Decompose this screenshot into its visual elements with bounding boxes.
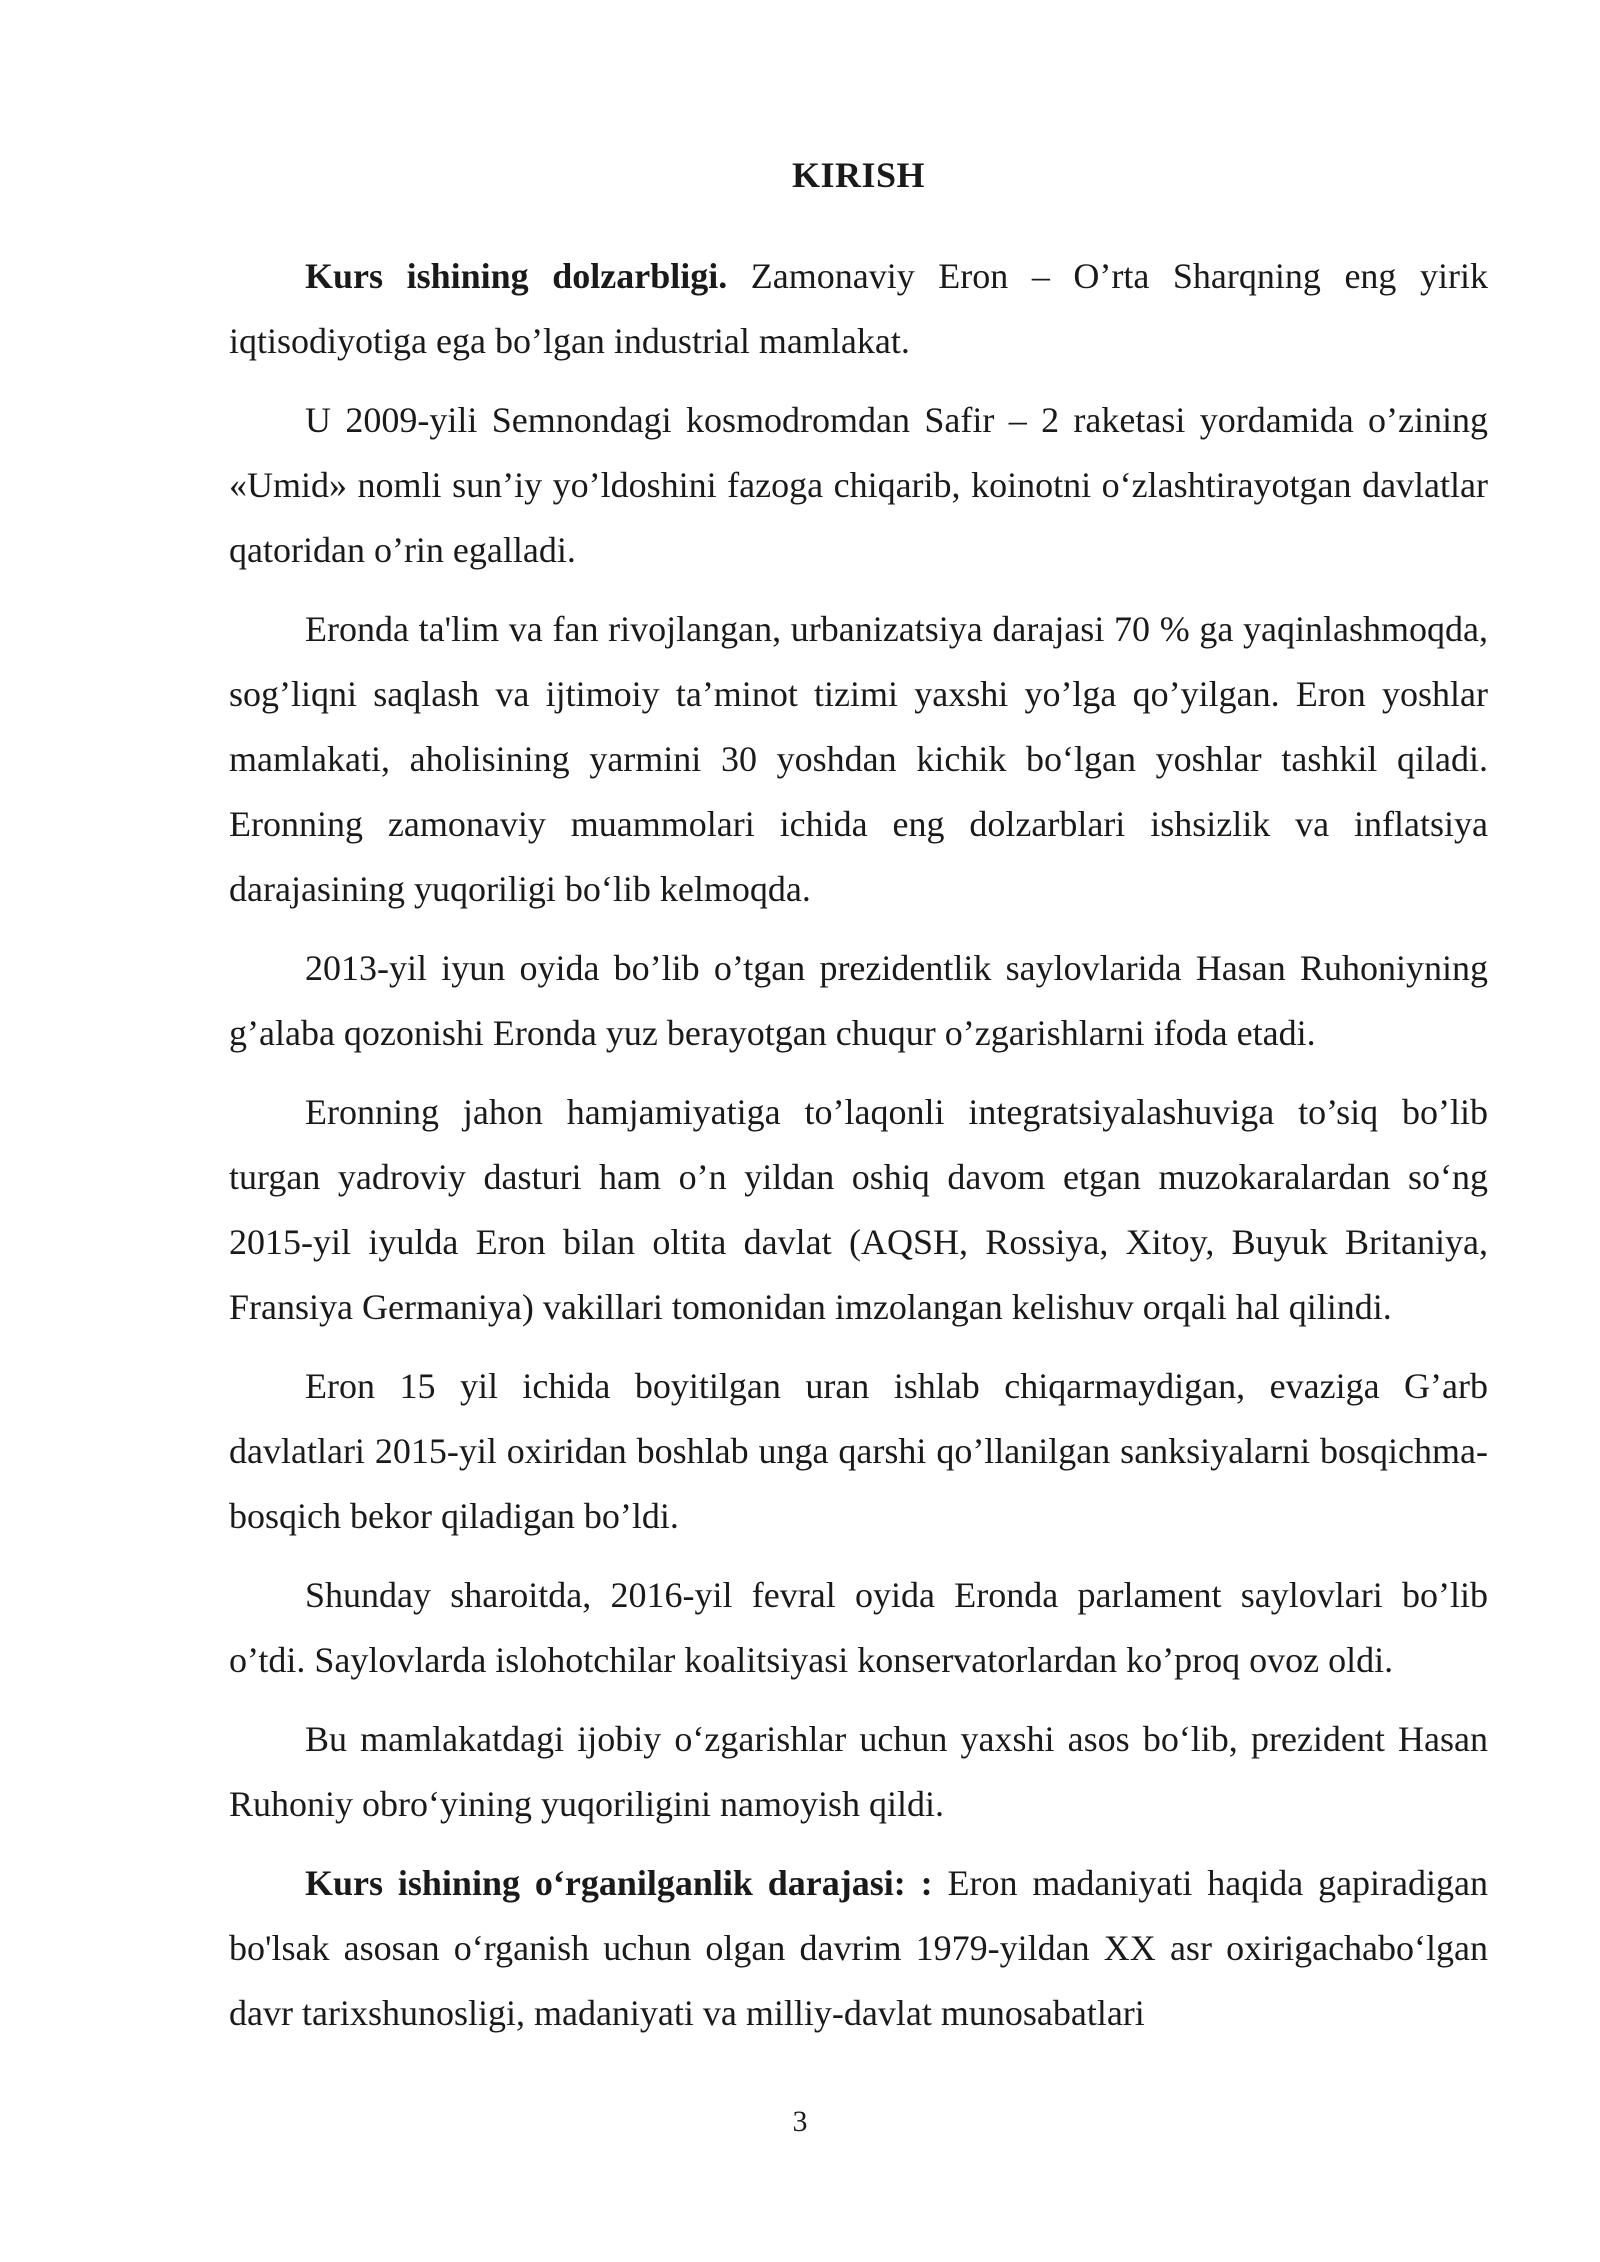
paragraph-text: Eron madaniyati haqida gapiradigan bo'lsak asosan oʻrganish uchun olgan davrim 1979-yildan XX asr oxirigachaboʻlgan davr tarixshunosligi, madaniyati va milliy-davlat munosabatlari [229, 1863, 1489, 2033]
page-number: 3 [792, 2105, 808, 2138]
paragraph-sanctions [229, 1354, 1488, 1549]
paragraph-text: 2013-yil iyun oyida bo’lib o’tgan prezidentlik saylovlarida Hasan Ruhoniyning g’alaba qozonishi Eronda yuz berayotgan chuqur o’zgarishlarni ifoda etadi. [229, 948, 1488, 1053]
paragraph-elections-2013 [229, 936, 1488, 1066]
paragraph-text: U 2009-yili Semnondagi kosmodromdan Safir – 2 raketasi yordamida o’zining «Umid» nomli sun’iy yo’ldoshini fazoga chiqarib, koinotni oʻzlashtirayotgan davlatlar qatoridan o’rin egalladi. [229, 400, 1488, 570]
paragraph-text: Zamonaviy Eron – O’rta Sharqning eng yirik iqtisodiyotiga ega bo’lgan industrial mamlakat. [229, 256, 1488, 361]
paragraph-lead: Kurs ishining oʻrganilganlik darajasi: : [305, 1863, 933, 1903]
paragraph-positive-changes [229, 1707, 1488, 1837]
paragraph-elections-2016 [229, 1563, 1488, 1693]
paragraph-research-level [229, 1851, 1488, 2046]
paragraph-text: Eron 15 yil ichida boyitilgan uran ishlab chiqarmaydigan, evaziga G’arb davlatlari 2015-yil oxiridan boshlab unga qarshi qo’llanilgan sanksiyalarni bosqichma-bosqich bekor qiladigan bo’ldi. [229, 1366, 1488, 1536]
paragraph-education [229, 597, 1488, 922]
paragraph-text: Bu mamlakatdagi ijobiy oʻzgarishlar uchun yaxshi asos boʻlib, prezident Hasan Ruhoniy obroʻyining yuqoriligini namoyish qildi. [229, 1719, 1488, 1824]
paragraph-satellite [229, 388, 1488, 583]
paragraph-text: Shunday sharoitda, 2016-yil fevral oyida Eronda parlament saylovlari bo’lib o’tdi. Saylovlarda islohotchilar koalitsiyasi konservatorlardan ko’proq ovoz oldi. [229, 1575, 1488, 1680]
paragraph-nuclear-deal [229, 1080, 1488, 1340]
document-page [229, 150, 1488, 2060]
paragraph-relevance [229, 244, 1488, 374]
paragraph-text: Eronning jahon hamjamiyatiga to’laqonli integratsiyalashuviga to’siq bo’lib turgan yadroviy dasturi ham o’n yildan oshiq davom etgan muzokaralardan soʻng 2015-yil iyulda Eron bilan oltita davlat (AQSH, Rossiya, Xitoy, Buyuk Britaniya, Fransiya Germaniya) vakillari tomonidan imzolangan kelishuv orqali hal qilindi. [229, 1092, 1488, 1327]
paragraph-text: Eronda ta'lim va fan rivojlangan, urbanizatsiya darajasi 70 % ga yaqinlashmoqda, sog’liqni saqlash va ijtimoiy ta’minot tizimi yaxshi yo’lga qo’yilgan. Eron yoshlar mamlakati, aholisining yarmini 30 yoshdan kichik boʻlgan yoshlar tashkil qiladi. Eronning zamonaviy muammolari ichida eng dolzarblari ishsizlik va inflatsiya darajasining yuqoriligi boʻlib kelmoqda. [229, 609, 1488, 909]
paragraph-lead: Kurs ishining dolzarbligi. [305, 256, 728, 296]
document-title: KIRISH [791, 155, 926, 195]
